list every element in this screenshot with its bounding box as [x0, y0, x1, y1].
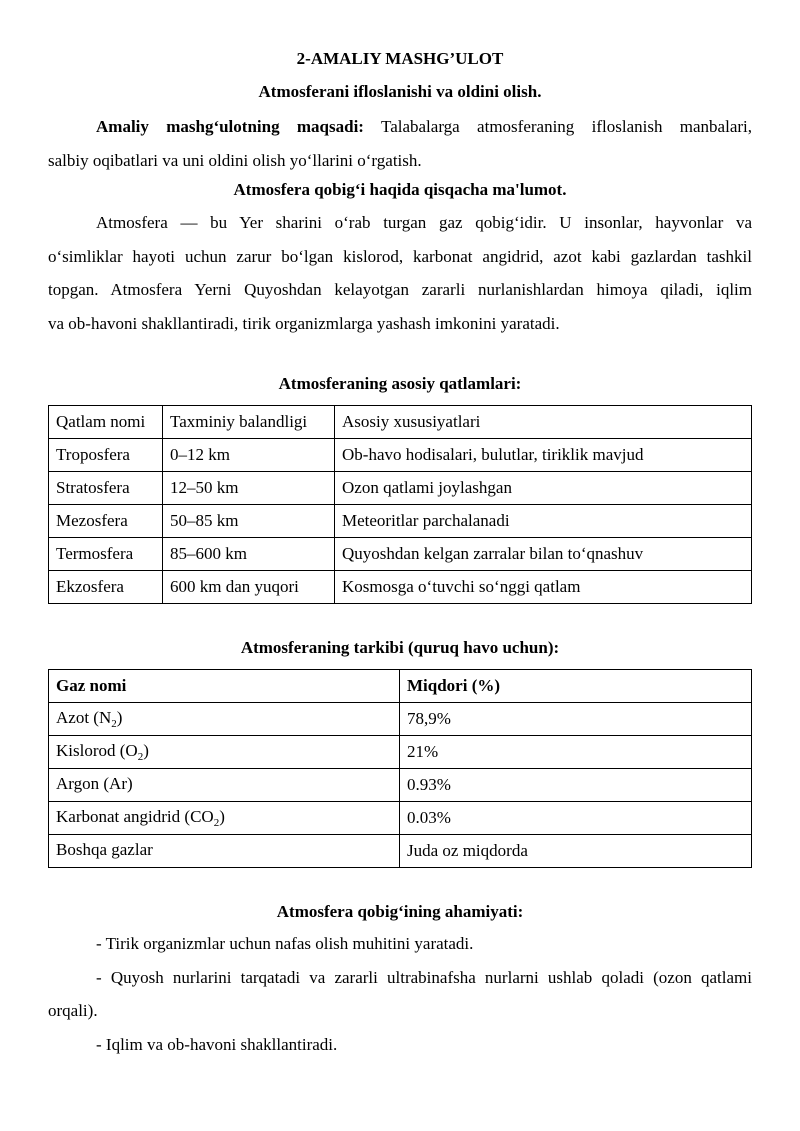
section-heading-layers: Atmosferaning asosiy qatlamlari: — [278, 374, 522, 393]
table-cell-gas: Kislorod $(O_2)$ — [49, 736, 400, 769]
table-cell-amount: 0.93% — [400, 769, 752, 802]
list-item-continuation: orqali). — [48, 1001, 98, 1020]
table-header-row — [49, 406, 752, 439]
table-cell: Ekzosfera — [49, 571, 163, 604]
table-cell: 12–50 km — [163, 472, 335, 505]
table-row — [49, 505, 752, 538]
table-row — [49, 472, 752, 505]
table-cell: 0–12 km — [163, 439, 335, 472]
table-cell: Termosfera — [49, 538, 163, 571]
table-row — [49, 439, 752, 472]
intro-paragraph — [48, 206, 752, 340]
table-cell: Quyoshdan kelgan zarralar bilan to‘qnashuv — [335, 538, 752, 571]
list-item: - Tirik organizmlar uchun nafas olish muhitini yaratadi. — [96, 934, 474, 953]
section-heading-composition: Atmosferaning tarkibi (quruq havo uchun): — [240, 638, 560, 657]
table-cell-gas: Argon (Ar) — [49, 769, 400, 802]
table-cell-amount: 0.03% — [400, 802, 752, 835]
table-cell-gas: Azot $(N_2)$ — [49, 703, 400, 736]
table-cell: 600 km dan yuqori — [163, 571, 335, 604]
table-cell: 50–85 km — [163, 505, 335, 538]
table-cell: Ozon qatlami joylashgan — [335, 472, 752, 505]
table-row — [49, 736, 752, 769]
table-header-row — [49, 670, 752, 703]
table-row — [49, 802, 752, 835]
table-cell: Troposfera — [49, 439, 163, 472]
aim-label: Amaliy mashg‘ulotning maqsadi: — [96, 117, 364, 136]
table-header-cell: Miqdori (%) — [400, 670, 752, 703]
importance-list — [48, 927, 752, 1061]
table-header-cell: Taxminiy balandligi — [163, 406, 335, 439]
table-row — [49, 835, 752, 868]
table-cell-amount: 21% — [400, 736, 752, 769]
table-cell: Stratosfera — [49, 472, 163, 505]
list-item: - Quyosh nurlarini tarqatadi va zararli ultrabinafsha nurlarni ushlab qoladi (ozon qatlami — [96, 967, 752, 987]
section-heading-importance: Atmosfera qobig‘ining ahamiyati: — [276, 902, 524, 921]
page-title: 2-AMALIY MASHG’ULOT — [296, 49, 504, 68]
table-row — [49, 769, 752, 802]
table-row — [49, 703, 752, 736]
page-subtitle: Atmosferani ifloslanishi va oldini olish. — [258, 82, 542, 101]
table-cell: Ob-havo hodisalari, bulutlar, tiriklik mavjud — [335, 439, 752, 472]
table-cell: 85–600 km — [163, 538, 335, 571]
aim-paragraph — [48, 110, 752, 177]
intro-line: topgan. Atmosfera Yerni Quyoshdan kelayotgan zararli nurlanishlardan himoya qiladi, iqlim — [48, 280, 752, 299]
intro-line: Atmosfera — bu Yer sharini o‘rab turgan gaz qobig‘idir. U insonlar, hayvonlar va — [96, 213, 752, 232]
table-header-cell: Qatlam nomi — [49, 406, 163, 439]
table-header-cell: Asosiy xususiyatlari — [335, 406, 752, 439]
composition-table — [48, 669, 752, 868]
aim-text-line1: Talabalarga atmosferaning ifloslanish manbalari, — [363, 117, 752, 136]
table-row — [49, 538, 752, 571]
layers-table — [48, 405, 752, 604]
table-cell-amount: Juda oz miqdorda — [400, 835, 752, 868]
list-item: - Iqlim va ob-havoni shakllantiradi. — [96, 1034, 338, 1054]
intro-line: va ob-havoni shakllantiradi, tirik organizmlarga yashash imkonini yaratadi. — [48, 313, 560, 333]
table-cell: Mezosfera — [49, 505, 163, 538]
table-cell: Kosmosga o‘tuvchi so‘nggi qatlam — [335, 571, 752, 604]
table-row — [49, 571, 752, 604]
table-cell-gas: Karbonat angidrid $(CO_2)$ — [49, 802, 400, 835]
table-cell: Meteoritlar parchalanadi — [335, 505, 752, 538]
table-cell-amount: 78,9% — [400, 703, 752, 736]
intro-line: o‘simliklar hayoti uchun zarur bo‘lgan kislorod, karbonat angidrid, azot kabi gazlardan tashkil — [48, 246, 752, 266]
section-heading-brief: Atmosfera qobig‘i haqida qisqacha ma'lumot. — [233, 180, 567, 199]
table-header-cell: Gaz nomi — [49, 670, 400, 703]
aim-text-line2: salbiy oqibatlari va uni oldini olish yo‘llarini o‘rgatish. — [48, 150, 422, 170]
table-cell-gas: Boshqa gazlar — [49, 835, 400, 868]
